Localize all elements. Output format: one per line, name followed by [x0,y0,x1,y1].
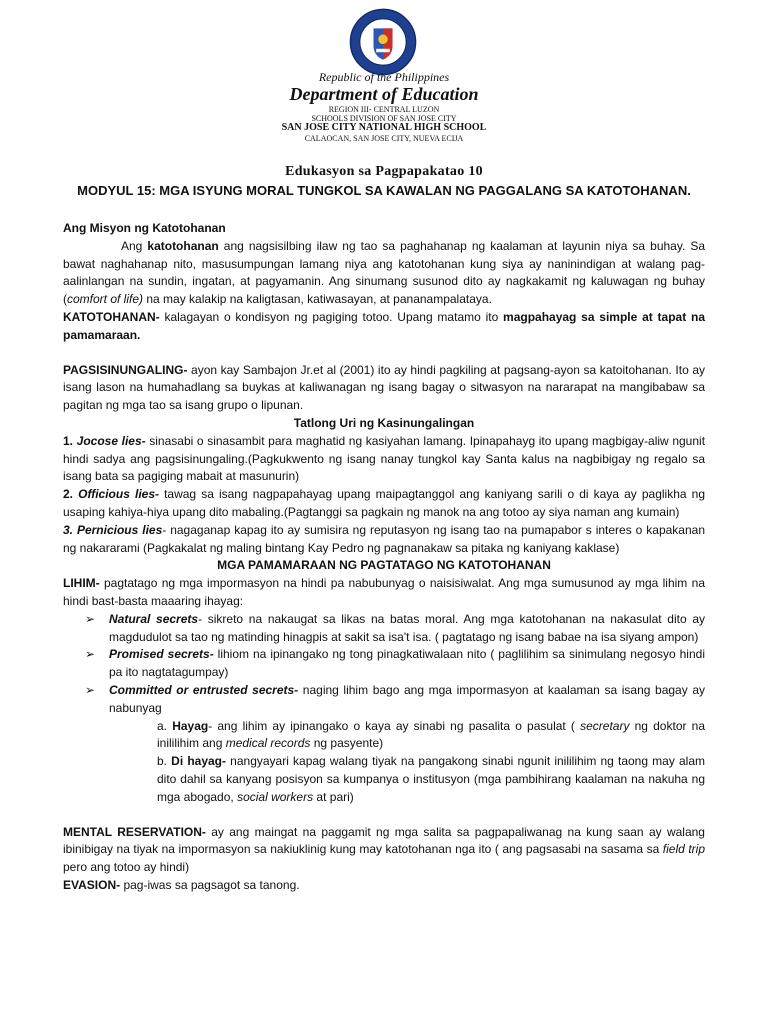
paragraph-katotohanan: KATOTOHANAN- kalagayan o kondisyon ng pagiging totoo. Upang matamo ito magpahayag sa simple at tapat na pamamaraan. [63,309,705,342]
paragraph-misyon: Ang katotohanan ang nagsisilbing ilaw ng tao sa paghahanap ng kaalaman at layunin niya sa buhay. Sa bawat naghahanap nito, masusumpungan lamang niya ang katotohanan kung siya ay naninindigan at walang pag-aalinlangan na sundin, ingatan, at pagyamanin. Ang sinumang susunod dito ay nagkakamit ng kaluwagan ng buhay (comfort of life) na may kalakip na kaligtasan, katiwasayan, at pananampalataya. [63,238,705,307]
section-heading-misyon: Ang Misyon ng Katotohanan [63,221,226,235]
division-line: SCHOOLS DIVISION OF SAN JOSE CITY [311,114,457,123]
section-heading-lies: Tatlong Uri ng Kasinungalingan [293,415,475,430]
sub-item-di-hayag: b. Di hayag- nangyayari kapag walang tiyak na pangakong sinabi ngunit inililihim ng taong may alam dito dahil sa kanyang posisyon sa kumpanya o institusyon (mga pambihirang kaalaman na nakuha ng mga abogado, social workers at pari) [157,754,706,804]
list-item-jocose: 1. Jocose lies- sinasabi o sinasambit para maghatid ng kasiyahan lamang. Ipinapahayg ito upang magbigay-aliw ngunit hindi sadya ang pagsisinungaling.(Pagkukwento ng isang nanay tungkol kay Santa kalus na nagbibigay ng regalo sa isang bata sa pagiging mabait at masunurin) [63,433,706,484]
arrow-bullet-icon: ➢ [85,682,96,697]
list-item-pernicious: 3. Pernicious lies- nagaganap kapag ito ay sumisira ng reputasyon ng isang tao na pumapabor s interes o kapakanan ng nakararami (Pagkakalat ng maling bintang Kay Pedro ng pagnanakaw sa pitaka ng kaniyang kaklase) [63,522,705,555]
section-heading-pamamaraan: MGA PAMAMARAAN NG PAGTATAGO NG KATOTOHANAN [217,558,551,573]
list-item-officious: 2. Officious lies- tawag sa isang nagpapahayag upang maipagtanggol ang kaniyang sarili o di kaya ay paglikha ng usaping kahiya-hiya upang dito mabaling.(Pagtanggi sa pagkain ng manok na ang totoo ay siya naman ang kumain) [63,487,706,519]
document-body [63,220,705,895]
bullet-natural-secrets: ➢ Natural secrets- sikreto na nakaugat sa likas na batas moral. Ang mga katotohanan na nakasulat dito ay magdudulot sa tao ng matinding hinagpis at sakit sa isa't isa. ( pagtatago ng isang babae na isa siyang ampon) [85,611,705,644]
bullet-promised-secrets: ➢ Promised secrets- lihiom na ipinangako ng tong pinagkatiwalaan nito ( paglilihim sa sinimulang negosyo hindi pa ito nagtatagumpay) [85,647,705,680]
term-katotohanan-def: KATOTOHANAN- [63,309,160,324]
school-name: SAN JOSE CITY NATIONAL HIGH SCHOOL [281,122,487,133]
school-address: CALAOCAN, SAN JOSE CITY, NUEVA ECIJA [304,134,464,143]
paragraph-pagsisinungaling: PAGSISINUNGALING- ayon kay Sambajon Jr.et al (2001) ito ay hindi pagkiling at pagsang-ayon sa katoitohanan. Ito ay isang lason na humahadlang sa buykas at kaliwanagan ng isang bagay o sitwasyon na nararapat na mangibabaw sa pagitan ng mga tao sa isang grupo o lipunan. [63,362,705,413]
arrow-bullet-icon: ➢ [85,647,96,662]
republic-line: Republic of the Philippines [318,70,450,84]
department-title: Department of Education [289,84,479,104]
term-katotohanan: katotohanan [147,238,219,253]
paragraph-lihim: LIHIM- pagtatago ng mga impormasyon na hindi pa nabubunyag o naisisiwalat. Ang mga sumusunod ay mga lihim na hindi bast-basta maaaring ihayag: [63,576,705,608]
term-pagsisinungaling: PAGSISINUNGALING- [63,362,188,377]
paragraph-evasion: EVASION- pag-iwas sa pagsagot sa tanong. [63,877,300,892]
paragraph-mental-reservation: MENTAL RESERVATION- ay ang maingat na paggamit ng mga salita sa pagpapaliwanag na kung saan ay walang ibinibigay na tiyak na impormasyon sa nakiuklinig kung may katotohanan nga ito ( ang pagsasabi na sasama sa field trip pero ang totoo ay hindi) [63,824,705,875]
subject-title: Edukasyon sa Pagpapakatao 10 [285,164,483,179]
region-line: REGION III- CENTRAL LUZON [328,105,440,114]
arrow-bullet-icon: ➢ [85,611,96,626]
module-title: MODYUL 15: MGA ISYUNG MORAL TUNGKOL SA KAWALAN NG PAGGALANG SA KATOTOHANAN. [77,183,691,198]
bullet-committed-secrets: ➢ Committed or entrusted secrets- naging lihim bago ang mga impormasyon at kaalaman sa isang bagay ay nabunyag [85,682,705,715]
sub-item-hayag: a. Hayag- ang lihim ay ipinangako o kaya ay sinabi ng pasalita o pasulat ( secretary ng doktor na inililihim ang medical records ng pasyente) [157,718,705,751]
deped-seal-icon [349,8,417,76]
